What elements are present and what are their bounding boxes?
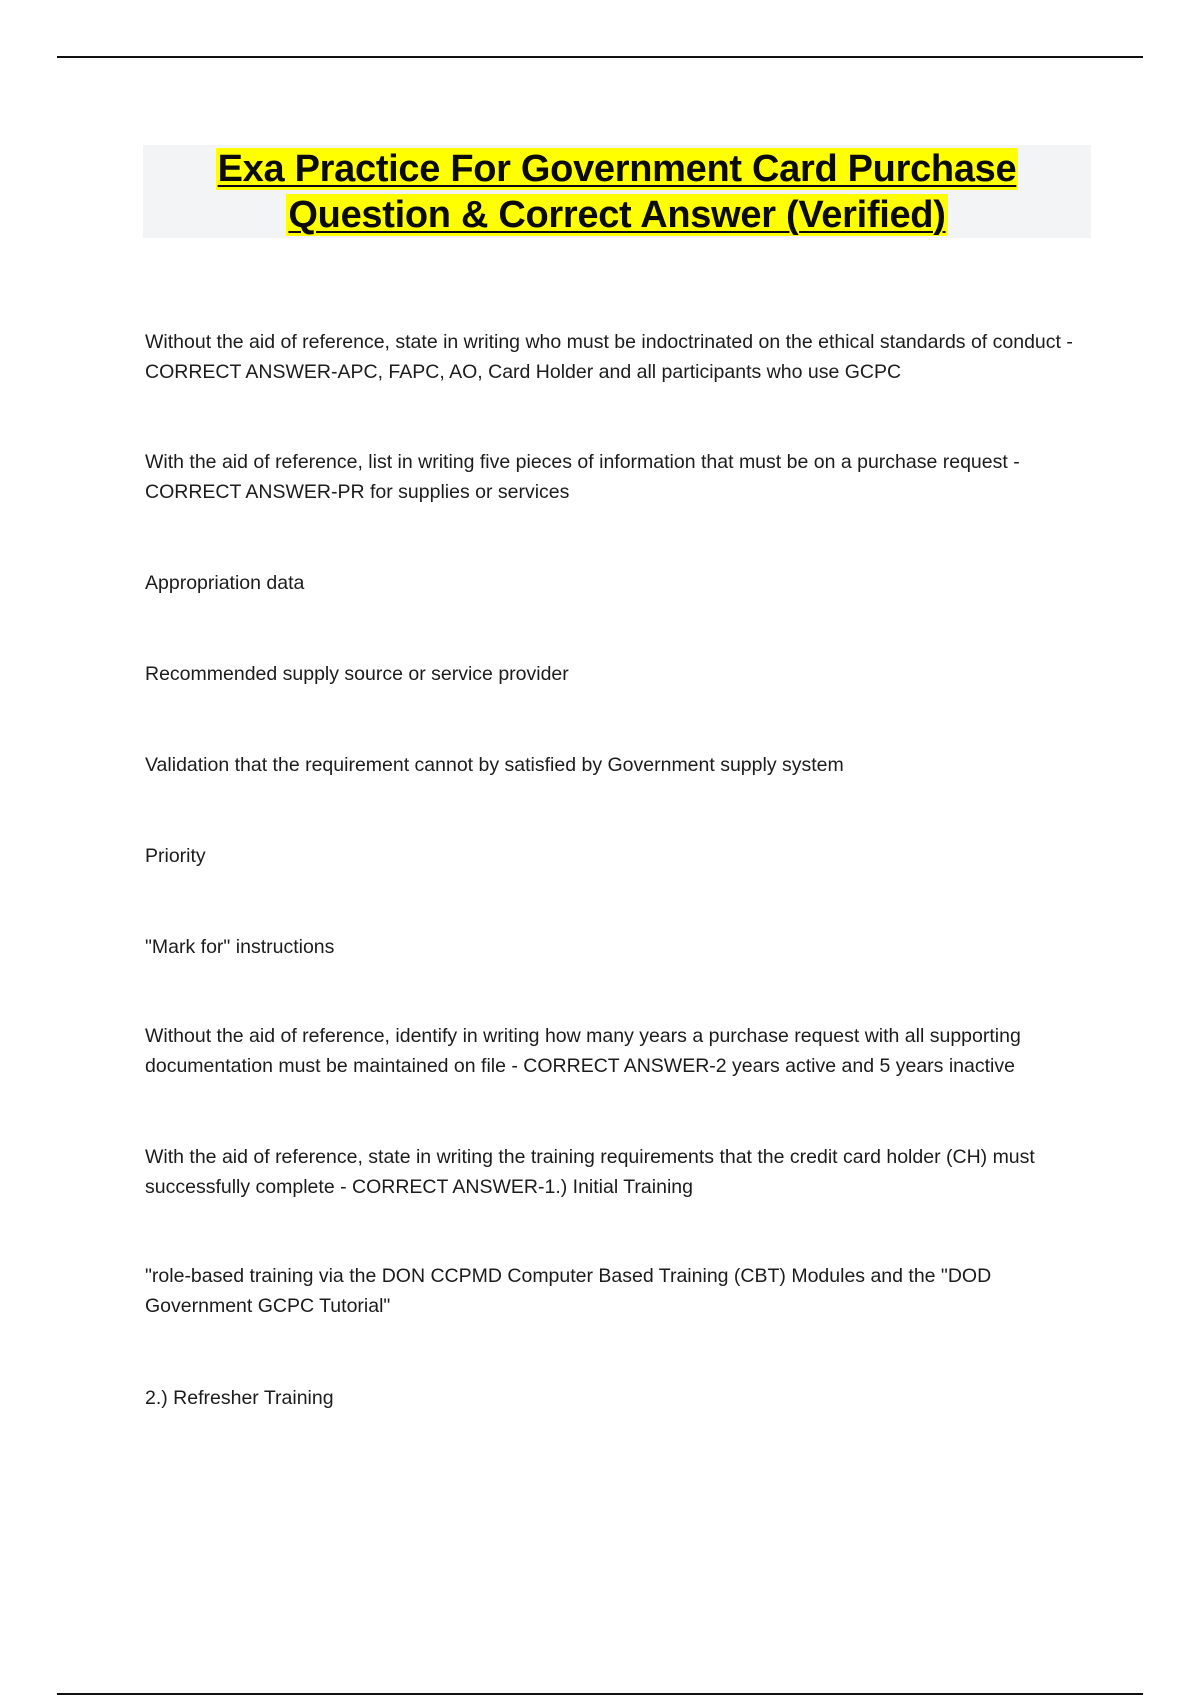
paragraph: Priority xyxy=(145,845,206,867)
paragraph: 2.) Refresher Training xyxy=(145,1387,334,1409)
header-rule xyxy=(57,56,1143,58)
paragraph: Appropriation data xyxy=(145,572,305,594)
paragraph: With the aid of reference, state in writing the training requirements that the credit card holder (CH) must successfully complete - CORRECT ANSWER-1.) Initial Training xyxy=(145,1146,1035,1198)
title-line-1: Exa Practice For Government Card Purchase xyxy=(217,148,1017,190)
footer-rule xyxy=(57,1693,1143,1695)
title-line-2: Question & Correct Answer (Verified) xyxy=(288,194,946,236)
paragraph: Without the aid of reference, state in writing who must be indoctrinated on the ethical standards of conduct - CORRECT ANSWER-APC, FAPC, AO, Card Holder and all participants who use GCPC xyxy=(145,331,1073,383)
paragraph: "Mark for" instructions xyxy=(145,936,335,958)
document-title xyxy=(143,145,1091,238)
paragraph: Without the aid of reference, identify in writing how many years a purchase request with all supporting documentation must be maintained on file - CORRECT ANSWER-2 years active and 5 years inactive xyxy=(145,1025,1021,1077)
paragraph: Validation that the requirement cannot by satisfied by Government supply system xyxy=(145,754,844,776)
paragraph: "role-based training via the DON CCPMD Computer Based Training (CBT) Modules and the "DOD Government GCPC Tutorial" xyxy=(145,1265,992,1317)
paragraph: With the aid of reference, list in writing five pieces of information that must be on a purchase request - CORRECT ANSWER-PR for supplies or services xyxy=(145,451,1020,503)
paragraph: Recommended supply source or service provider xyxy=(145,663,569,685)
